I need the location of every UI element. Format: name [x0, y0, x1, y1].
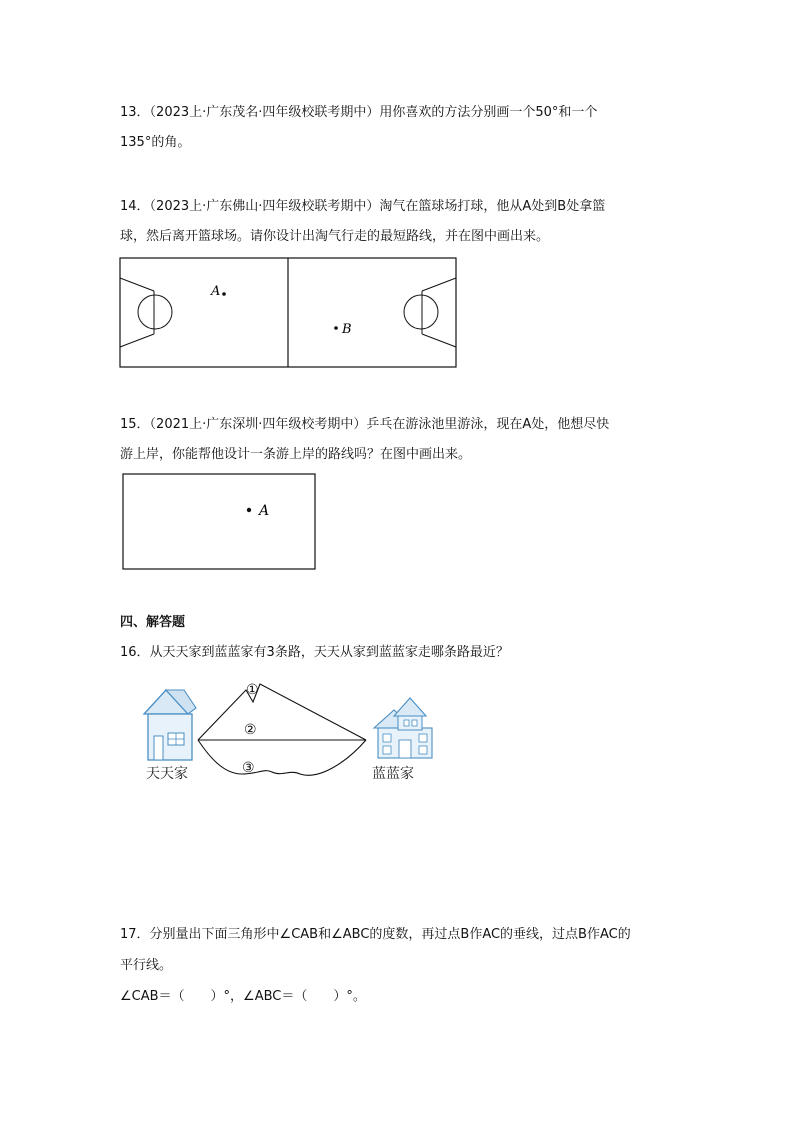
q17-text-line2: 平行线。: [120, 958, 173, 973]
routes-diagram: [140, 676, 440, 788]
point-a-dot: [222, 292, 226, 296]
route-1-label: ①: [246, 682, 259, 698]
home-right-label: 蓝蓝家: [372, 766, 414, 782]
route-2-label: ②: [244, 722, 257, 738]
q14-text-line2: 球，然后离开篮球场。请你设计出淘气行走的最短路线，并在图中画出来。: [120, 229, 550, 244]
left-house-icon: [144, 690, 196, 760]
route-3-label: ③: [242, 760, 255, 776]
q15-text-line2: 游上岸，你能帮他设计一条游上岸的路线吗？在图中画出来。: [120, 447, 472, 462]
home-left-label: 天天家: [146, 766, 188, 782]
q15-text-line1: 15．（2021上·广东深圳·四年级校考期中）乒乓在游泳池里游泳，现在A处，他想尽快: [120, 417, 610, 432]
q13-text-line2: 135°的角。: [120, 135, 191, 150]
route-3-path: [198, 740, 366, 775]
q13-text-line1: 13．（2023上·广东茂名·四年级校联考期中）用你喜欢的方法分别画一个50°和一个: [120, 105, 598, 120]
pool-point-a-label: A: [259, 503, 270, 519]
q14-text-line1: 14．（2023上·广东佛山·四年级校联考期中）淘气在篮球场打球，他从A处到B处拿篮: [120, 199, 606, 214]
swimming-pool-diagram: [121, 472, 319, 572]
section-heading: 四、解答题: [120, 615, 186, 630]
q17-text-line1: 17．分别量出下面三角形中∠CAB和∠ABC的度数，再过点B作AC的垂线，过点B作AC的: [120, 927, 631, 942]
q16-text-line1: 16．从天天家到蓝蓝家有3条路，天天从家到蓝蓝家走哪条路最近？: [120, 645, 509, 660]
basketball-court-diagram: [118, 256, 460, 370]
pool-point-a-dot: [247, 508, 251, 512]
point-b-dot: [334, 326, 338, 330]
route-1-path: [198, 684, 366, 740]
right-house-icon: [374, 698, 432, 758]
point-a-label: A: [211, 284, 221, 299]
q17-text-line3: ∠CAB＝（ ）°，∠ABC＝（ ）°。: [120, 989, 366, 1004]
point-b-label: B: [342, 322, 352, 337]
